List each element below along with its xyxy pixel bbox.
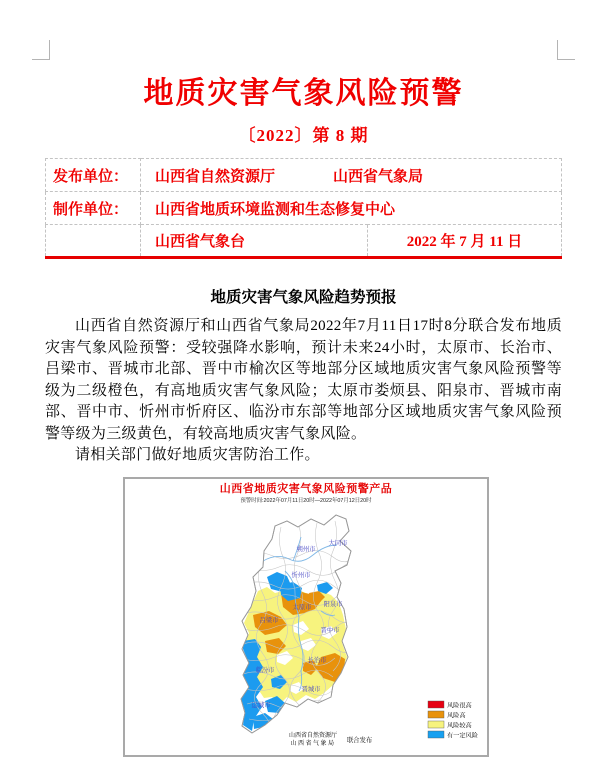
city-label-yuncheng: 运城市 xyxy=(251,701,271,709)
doc-issue-number: 〔2022〕第 8 期 xyxy=(238,126,369,145)
margin-crop-mark-top-right xyxy=(557,40,575,60)
legend-label-some-risk: 有一定风险 xyxy=(447,731,478,739)
city-label-jincheng: 晋城市 xyxy=(301,685,321,693)
map-time-range: 预警时间:2022年07月11日20时—2022年07月12日20时 xyxy=(240,497,372,504)
city-label-shuozhou: 朔州市 xyxy=(296,545,316,553)
doc-title: 地质灾害气象风险预警 xyxy=(143,77,464,110)
notice-paragraph: 请相关部门做好地质灾害防治工作。 xyxy=(75,447,320,463)
legend-swatch-very-high xyxy=(428,701,444,708)
issuer-label: 发布单位： xyxy=(46,159,141,192)
forecast-heading: 地质灾害气象风险趋势预报 xyxy=(210,289,397,306)
producer-label: 制作单位： xyxy=(46,192,141,225)
legend-swatch-relatively-high xyxy=(428,721,444,728)
issuer-info-table xyxy=(45,158,562,259)
forecast-paragraph: 山西省自然资源厅和山西省气象局2022年7月11日17时8分联合发布地质灾害气象风险预警：受较强降水影响，预计未来24小时，太原市、长治市、吕梁市、晋城市北部、晋中市榆次区等地部分区域地质灾害气象风险预警等级为二级橙色，有高地质灾害气象风险；太原市娄烦县、阳泉市、晋城市南部、晋中市、忻州市忻府区、临汾市东部等地部分区域地质灾害气象风险预警等级为三级黄色，有较高地质灾害气象风险。 xyxy=(45,318,562,442)
city-label-datong: 大同市 xyxy=(328,539,348,547)
legend-swatch-some-risk xyxy=(428,731,444,738)
issuer-org-a: 山西省自然资源厅 xyxy=(155,168,276,185)
city-label-taiyuan: 太原市 xyxy=(292,603,312,611)
empty-cell xyxy=(46,225,141,258)
shanxi-risk-map xyxy=(125,479,487,755)
issue-date: 2022 年 7 月 11 日 xyxy=(368,225,562,258)
map-title: 山西省地质灾害气象风险预警产品 xyxy=(219,482,393,495)
margin-crop-mark-top-left xyxy=(32,40,50,60)
publisher-line2: 山西省气象局 xyxy=(290,740,336,747)
table-row xyxy=(46,159,562,192)
table-row xyxy=(46,225,562,258)
city-label-xinzhou: 忻州市 xyxy=(291,571,311,579)
publisher-suffix: 联合发布 xyxy=(347,736,373,744)
publisher-line1: 山西省自然资源厅 xyxy=(288,732,338,739)
observatory-value: 山西省气象台 xyxy=(141,225,368,258)
producer-value: 山西省地质环境监测和生态修复中心 xyxy=(141,192,562,225)
city-label-lvliang: 吕梁市 xyxy=(259,616,279,624)
city-label-linfen: 临汾市 xyxy=(255,666,275,674)
city-label-jinzhong: 晋中市 xyxy=(320,626,340,634)
city-label-changzhi: 长治市 xyxy=(307,656,327,664)
map-legend xyxy=(428,701,478,739)
legend-label-relatively-high: 风险较高 xyxy=(447,721,472,729)
issuer-value-cell xyxy=(141,159,562,192)
legend-label-high: 风险高 xyxy=(447,711,466,719)
risk-map-figure[interactable] xyxy=(123,477,489,757)
table-row xyxy=(46,192,562,225)
city-label-yangquan: 阳泉市 xyxy=(323,600,343,608)
legend-label-very-high: 风险很高 xyxy=(447,701,472,709)
issuer-org-b: 山西省气象局 xyxy=(333,168,424,185)
legend-swatch-high xyxy=(428,711,444,718)
map-publisher xyxy=(289,731,373,747)
